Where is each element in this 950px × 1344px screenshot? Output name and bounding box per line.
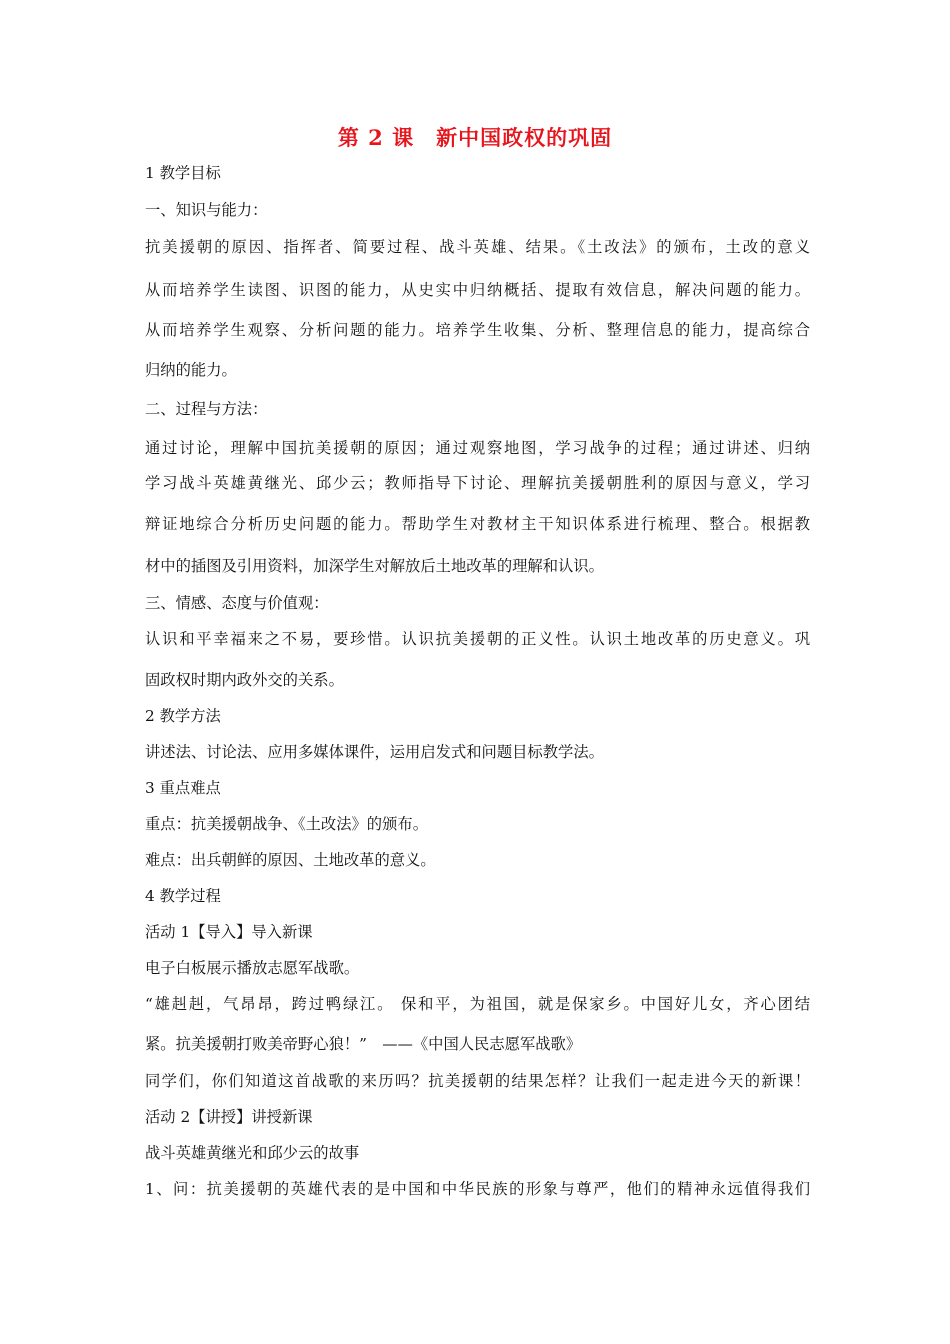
paragraph-line: 紧。抗美援朝打败美帝野心狼！” ——《中国人民志愿军战歌》 — [145, 1035, 582, 1053]
paragraph-line: 难点：出兵朝鲜的原因、土地改革的意义。 — [145, 851, 436, 869]
document-title: 第 2 课 新中国政权的巩固 — [337, 125, 613, 150]
paragraph-line: 3 重点难点 — [145, 779, 221, 797]
paragraph-line: 2 教学方法 — [145, 707, 221, 725]
paragraph-line: 活动 2【讲授】讲授新课 — [145, 1108, 313, 1126]
paragraph-line: 1 教学目标 — [145, 164, 221, 182]
paragraph-line: 辩证地综合分析历史问题的能力。帮助学生对教材主干知识体系进行梳理、整合。根据教 — [145, 515, 810, 533]
paragraph-line: 二、过程与方法： — [145, 400, 268, 418]
paragraph-line: 归纳的能力。 — [145, 361, 237, 379]
paragraph-line: 三、情感、态度与价值观： — [145, 594, 329, 612]
paragraph-line: 材中的插图及引用资料，加深学生对解放后土地改革的理解和认识。 — [145, 557, 604, 575]
paragraph-line: 讲述法、讨论法、应用多媒体课件，运用启发式和问题目标教学法。 — [145, 743, 604, 761]
paragraph-line: 从而培养学生读图、识图的能力，从史实中归纳概括、提取有效信息，解决问题的能力。 — [145, 281, 810, 299]
paragraph-line: 同学们，你们知道这首战歌的来历吗？抗美援朝的结果怎样？让我们一起走进今天的新课！ — [145, 1072, 810, 1090]
paragraph-line: 从而培养学生观察、分析问题的能力。培养学生收集、分析、整理信息的能力，提高综合 — [145, 321, 810, 339]
paragraph-line: 电子白板展示播放志愿军战歌。 — [145, 959, 360, 977]
paragraph-line: 4 教学过程 — [145, 887, 221, 905]
paragraph-line: 认识和平幸福来之不易，要珍惜。认识抗美援朝的正义性。认识土地改革的历史意义。巩 — [145, 630, 810, 648]
paragraph-line: 一、知识与能力： — [145, 201, 268, 219]
paragraph-line: “雄赳赳，气昂昂，跨过鸭绿江。 保和平，为祖国，就是保家乡。中国好儿女，齐心团结 — [145, 995, 810, 1013]
paragraph-line: 1、问：抗美援朝的英雄代表的是中国和中华民族的形象与尊严，他们的精神永远值得我们 — [145, 1180, 810, 1198]
paragraph-line: 重点：抗美援朝战争、《土改法》的颁布。 — [145, 815, 428, 833]
paragraph-line: 活动 1【导入】导入新课 — [145, 923, 313, 941]
paragraph-line: 固政权时期内政外交的关系。 — [145, 671, 344, 689]
paragraph-line: 抗美援朝的原因、指挥者、简要过程、战斗英雄、结果。《土改法》的颁布，土改的意义 — [145, 238, 810, 256]
paragraph-line: 学习战斗英雄黄继光、邱少云；教师指导下讨论、理解抗美援朝胜利的原因与意义，学习 — [145, 474, 810, 492]
paragraph-line: 战斗英雄黄继光和邱少云的故事 — [145, 1144, 360, 1162]
paragraph-line: 通过讨论，理解中国抗美援朝的原因；通过观察地图，学习战争的过程；通过讲述、归纳 — [145, 439, 810, 457]
